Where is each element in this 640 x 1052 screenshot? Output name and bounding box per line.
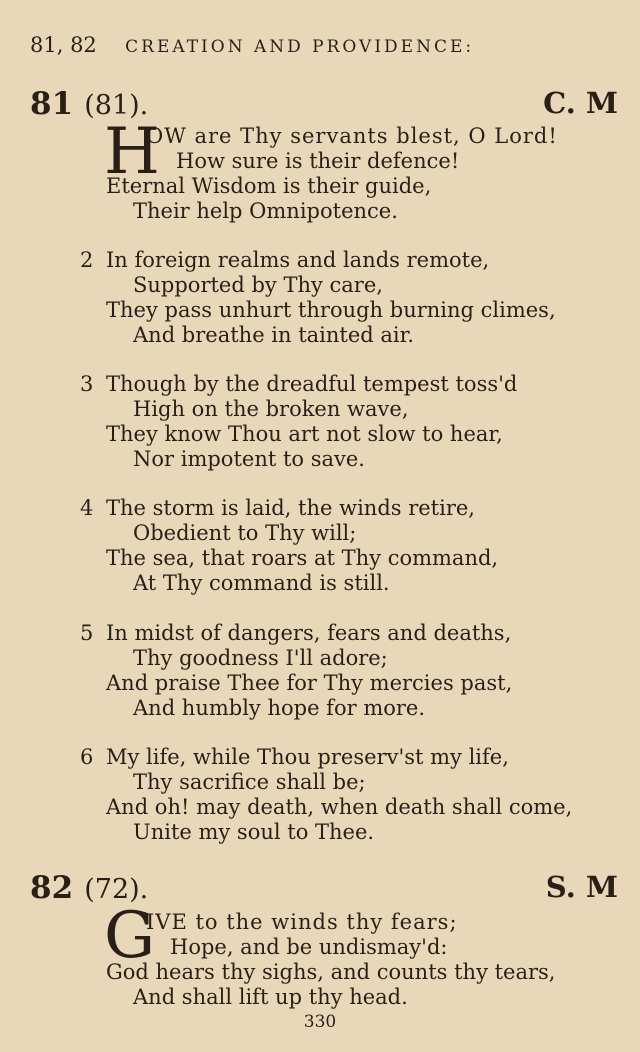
hymn-line: Obedient to Thy will; [133, 521, 357, 545]
running-header [30, 33, 610, 57]
drop-cap-letter: H [104, 115, 160, 189]
hymn-line: And breathe in tainted air. [133, 323, 415, 347]
hymn-alt-number: (72). [84, 874, 149, 905]
hymn-line: Hope, and be undismay'd: [170, 935, 448, 959]
hymn-line: And praise Thee for Thy mercies past, [106, 671, 513, 695]
hymn-line: My life, while Thou preserv'st my life, [106, 745, 509, 769]
hymn-line: Unite my soul to Thee. [133, 820, 375, 844]
hymn-line: High on the broken wave, [133, 397, 409, 421]
hymn-line: God hears thy sighs, and counts thy tears, [106, 960, 556, 984]
hymn-line: How sure is their defence! [176, 149, 460, 173]
hymn-line: They pass unhurt through burning climes, [106, 298, 556, 322]
hymn-meter: C. M [543, 86, 618, 120]
hymn-line: In foreign realms and lands remote, [106, 248, 490, 272]
hymn-line: Eternal Wisdom is their guide, [106, 174, 432, 198]
page-folio-number: 330 [303, 1012, 337, 1032]
hymn-meter: S. M [545, 870, 618, 904]
hymn-line: And oh! may death, when death shall come, [106, 795, 573, 819]
stanza-number: 5 [80, 621, 94, 645]
hymn-line: In midst of dangers, fears and deaths, [106, 621, 512, 645]
hymn-line: Supported by Thy care, [133, 273, 383, 297]
hymn-line: Thy sacrifice shall be; [133, 770, 366, 794]
hymn-line: Thy goodness I'll adore; [133, 646, 388, 670]
hymn-number: 82 [30, 870, 74, 906]
hymn-line: And humbly hope for more. [133, 696, 426, 720]
drop-cap-letter: G [104, 899, 156, 973]
hymn-line: Nor impotent to save. [133, 447, 365, 471]
hymn-line: Though by the dreadful tempest toss'd [106, 372, 518, 396]
hymn-line: Their help Omnipotence. [133, 199, 398, 223]
hymn-line: The storm is laid, the winds retire, [106, 496, 475, 520]
stanza-number: 2 [80, 248, 94, 272]
header-page-numbers: 81, 82 [30, 33, 97, 57]
stanza-number: 6 [80, 745, 94, 769]
hymn-line: They know Thou art not slow to hear, [106, 422, 503, 446]
hymn-line: And shall lift up thy head. [133, 985, 408, 1009]
hymn-line: The sea, that roars at Thy command, [106, 546, 499, 570]
stanza-number: 3 [80, 372, 94, 396]
hymn-number: 81 [30, 86, 74, 122]
stanza-number: 4 [80, 496, 94, 520]
hymn-line: At Thy command is still. [133, 571, 390, 595]
hymn-line: OW are Thy servants blest, O Lord! [146, 124, 558, 148]
hymn-alt-number: (81). [84, 90, 149, 121]
header-section-title: CREATION AND PROVIDENCE: [125, 37, 475, 57]
hymn-line: IVE to the winds thy fears; [146, 910, 458, 934]
